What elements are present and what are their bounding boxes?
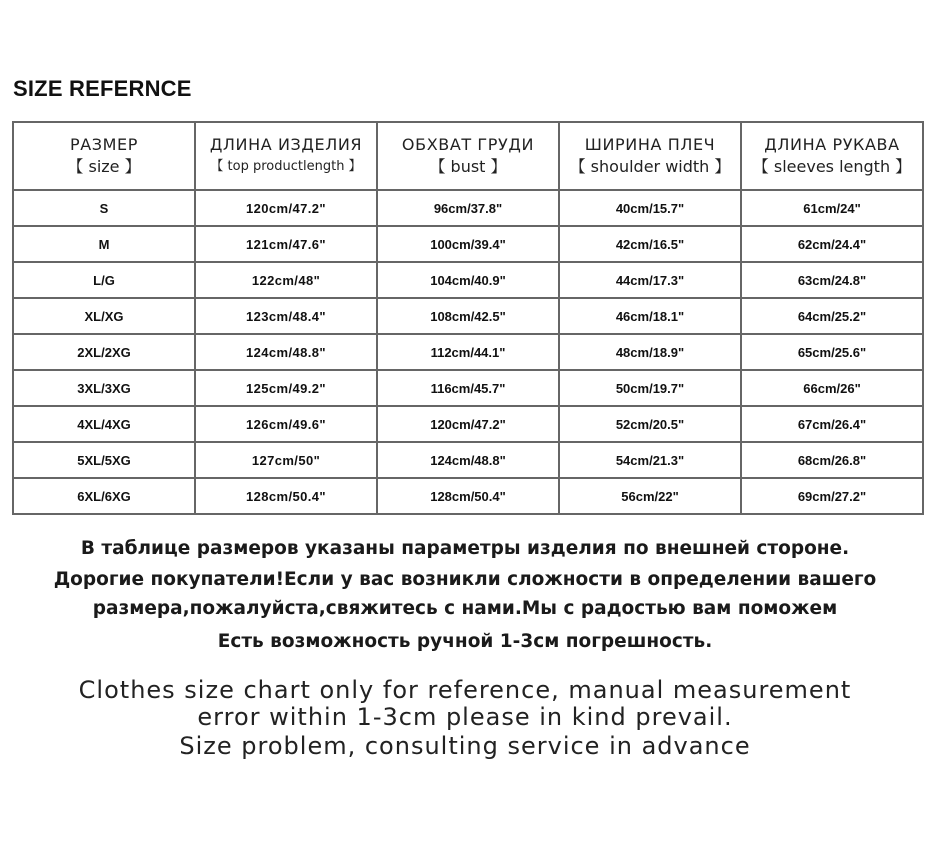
- header-length-ru: ДЛИНА ИЗДЕЛИЯ: [209, 135, 363, 154]
- cell-length: 124cm/48.8": [195, 334, 377, 370]
- cell-bust: 128cm/50.4": [377, 478, 559, 514]
- cell-shoulder: 42cm/16.5": [559, 226, 741, 262]
- header-size-en: 【 size 】: [67, 157, 141, 176]
- note-en-line-2: error within 1-3cm please in kind prevail.: [197, 703, 733, 731]
- cell-sleeve: 64cm/25.2": [741, 298, 923, 334]
- note-en-line-3: Size problem, consulting service in advance: [179, 732, 751, 760]
- note-ru-line-2: Дорогие покупатели!Если у вас возникли сложности в определении вашего: [53, 569, 877, 590]
- cell-size: 2XL/2XG: [13, 334, 195, 370]
- header-sleeve-ru: ДЛИНА РУКАВА: [764, 135, 900, 154]
- cell-sleeve: 62cm/24.4": [741, 226, 923, 262]
- cell-bust: 104cm/40.9": [377, 262, 559, 298]
- cell-sleeve: 69cm/27.2": [741, 478, 923, 514]
- cell-bust: 116cm/45.7": [377, 370, 559, 406]
- cell-shoulder: 44cm/17.3": [559, 262, 741, 298]
- cell-bust: 112cm/44.1": [377, 334, 559, 370]
- cell-shoulder: 46cm/18.1": [559, 298, 741, 334]
- table-row: [13, 442, 923, 478]
- note-ru-line-4: Есть возможность ручной 1-3см погрешность.: [217, 631, 713, 652]
- table-row: [13, 190, 923, 226]
- header-shoulder-en: 【 shoulder width 】: [569, 157, 731, 176]
- header-length: [195, 122, 377, 190]
- header-bust-ru: ОБХВАТ ГРУДИ: [401, 135, 535, 154]
- cell-bust: 100cm/39.4": [377, 226, 559, 262]
- cell-sleeve: 65cm/25.6": [741, 334, 923, 370]
- cell-length: 127cm/50": [195, 442, 377, 478]
- cell-length: 123cm/48.4": [195, 298, 377, 334]
- cell-length: 128cm/50.4": [195, 478, 377, 514]
- cell-sleeve: 61cm/24": [741, 190, 923, 226]
- header-sleeve: [741, 122, 923, 190]
- cell-length: 121cm/47.6": [195, 226, 377, 262]
- page-title: SIZE REFERNCE: [13, 76, 192, 101]
- cell-shoulder: 54cm/21.3": [559, 442, 741, 478]
- cell-size: 6XL/6XG: [13, 478, 195, 514]
- cell-sleeve: 63cm/24.8": [741, 262, 923, 298]
- cell-shoulder: 52cm/20.5": [559, 406, 741, 442]
- cell-size: 3XL/3XG: [13, 370, 195, 406]
- cell-shoulder: 40cm/15.7": [559, 190, 741, 226]
- header-size-ru: РАЗМЕР: [69, 135, 138, 154]
- cell-bust: 108cm/42.5": [377, 298, 559, 334]
- header-bust-en: 【 bust 】: [429, 157, 507, 176]
- header-bust: [377, 122, 559, 190]
- cell-size: 5XL/5XG: [13, 442, 195, 478]
- table-header-row: [13, 122, 923, 190]
- header-sleeve-en: 【 sleeves length 】: [752, 157, 912, 176]
- cell-length: 126cm/49.6": [195, 406, 377, 442]
- cell-size: M: [13, 226, 195, 262]
- header-shoulder: [559, 122, 741, 190]
- table-row: [13, 298, 923, 334]
- cell-bust: 124cm/48.8": [377, 442, 559, 478]
- note-en-line-1: Clothes size chart only for reference, manual measurement: [78, 676, 852, 704]
- cell-sleeve: 66cm/26": [741, 370, 923, 406]
- table-row: [13, 334, 923, 370]
- cell-size: L/G: [13, 262, 195, 298]
- header-length-en: 【 top productlength 】: [210, 159, 362, 174]
- table-row: [13, 478, 923, 514]
- cell-shoulder: 48cm/18.9": [559, 334, 741, 370]
- cell-sleeve: 67cm/26.4": [741, 406, 923, 442]
- cell-length: 122cm/48": [195, 262, 377, 298]
- table-row: [13, 262, 923, 298]
- table-row: [13, 226, 923, 262]
- note-ru-line-3: размера,пожалуйста,свяжитесь с нами.Мы с радостью вам поможем: [92, 598, 838, 619]
- table-row: [13, 406, 923, 442]
- note-ru-line-1: В таблице размеров указаны параметры изделия по внешней стороне.: [80, 538, 850, 559]
- table-row: [13, 370, 923, 406]
- cell-bust: 120cm/47.2": [377, 406, 559, 442]
- header-shoulder-ru: ШИРИНА ПЛЕЧ: [584, 135, 716, 154]
- size-chart-table: [12, 121, 924, 515]
- cell-length: 125cm/49.2": [195, 370, 377, 406]
- cell-shoulder: 56cm/22": [559, 478, 741, 514]
- cell-bust: 96cm/37.8": [377, 190, 559, 226]
- cell-length: 120cm/47.2": [195, 190, 377, 226]
- cell-size: 4XL/4XG: [13, 406, 195, 442]
- cell-size: XL/XG: [13, 298, 195, 334]
- cell-shoulder: 50cm/19.7": [559, 370, 741, 406]
- header-size: [13, 122, 195, 190]
- cell-size: S: [13, 190, 195, 226]
- cell-sleeve: 68cm/26.8": [741, 442, 923, 478]
